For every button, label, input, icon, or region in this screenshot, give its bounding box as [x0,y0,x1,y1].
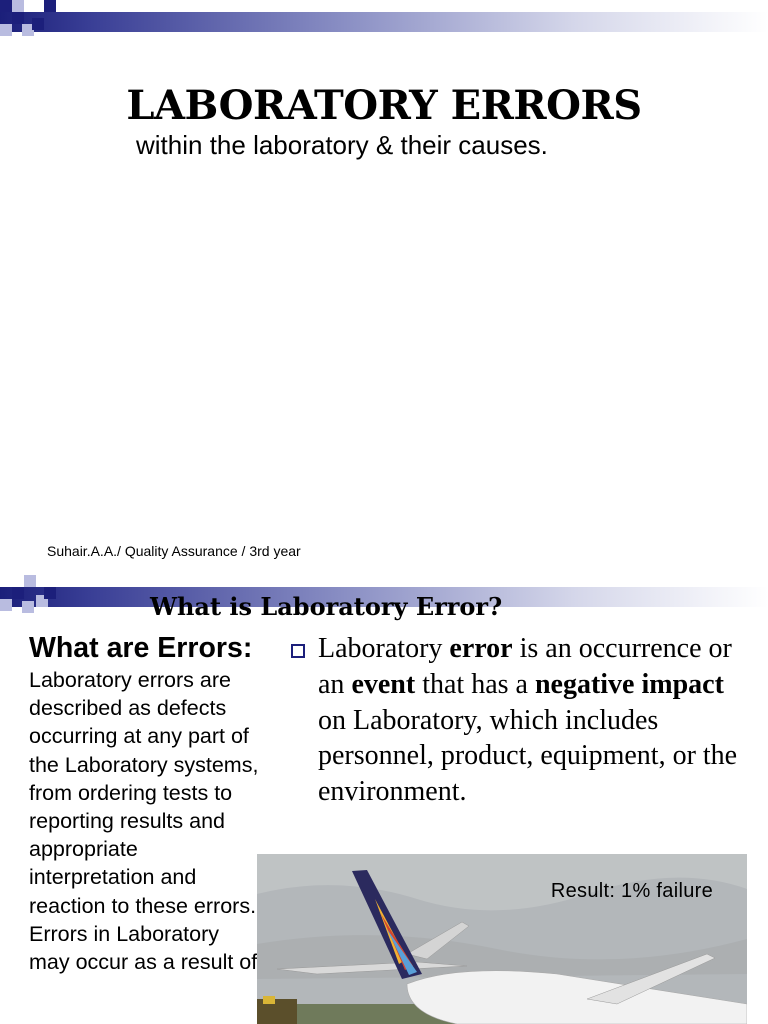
content-slide [0,575,768,1024]
error-description [318,631,738,810]
text-run: is an occurrence or an [318,633,732,700]
slide-subtitle: within the laboratory & their causes. [136,130,548,160]
slide-footer: Suhair.A.A./ Quality Assurance / 3rd year [47,543,301,559]
bold-run: error [449,633,513,664]
definition-lead: What are Errors: [29,632,253,664]
text-run: on Laboratory, which includes personnel, product, equipment, or the environment. [318,704,738,808]
header-gradient-bar [0,12,768,32]
hollow-square-bullet-icon [291,644,305,658]
definition-body: Laboratory errors are described as defects occurring at any part of the Laboratory systems, from ordering tests to reporting results and appropriate interpretation and reaction to these errors. Errors in Laboratory may occur as a result of [29,668,259,975]
slide-title: LABORATORY ERRORS [126,82,642,129]
airplane-photo [257,854,747,1024]
bold-run: event [351,668,416,700]
text-run: Laboratory [318,633,450,664]
photo-caption: Result: 1% failure [550,880,713,902]
slide-title: What is Laboratory Error? [150,592,503,621]
errors-definition [29,630,259,976]
text-run: that has a [415,668,535,700]
bold-run: negative impact [534,668,724,700]
